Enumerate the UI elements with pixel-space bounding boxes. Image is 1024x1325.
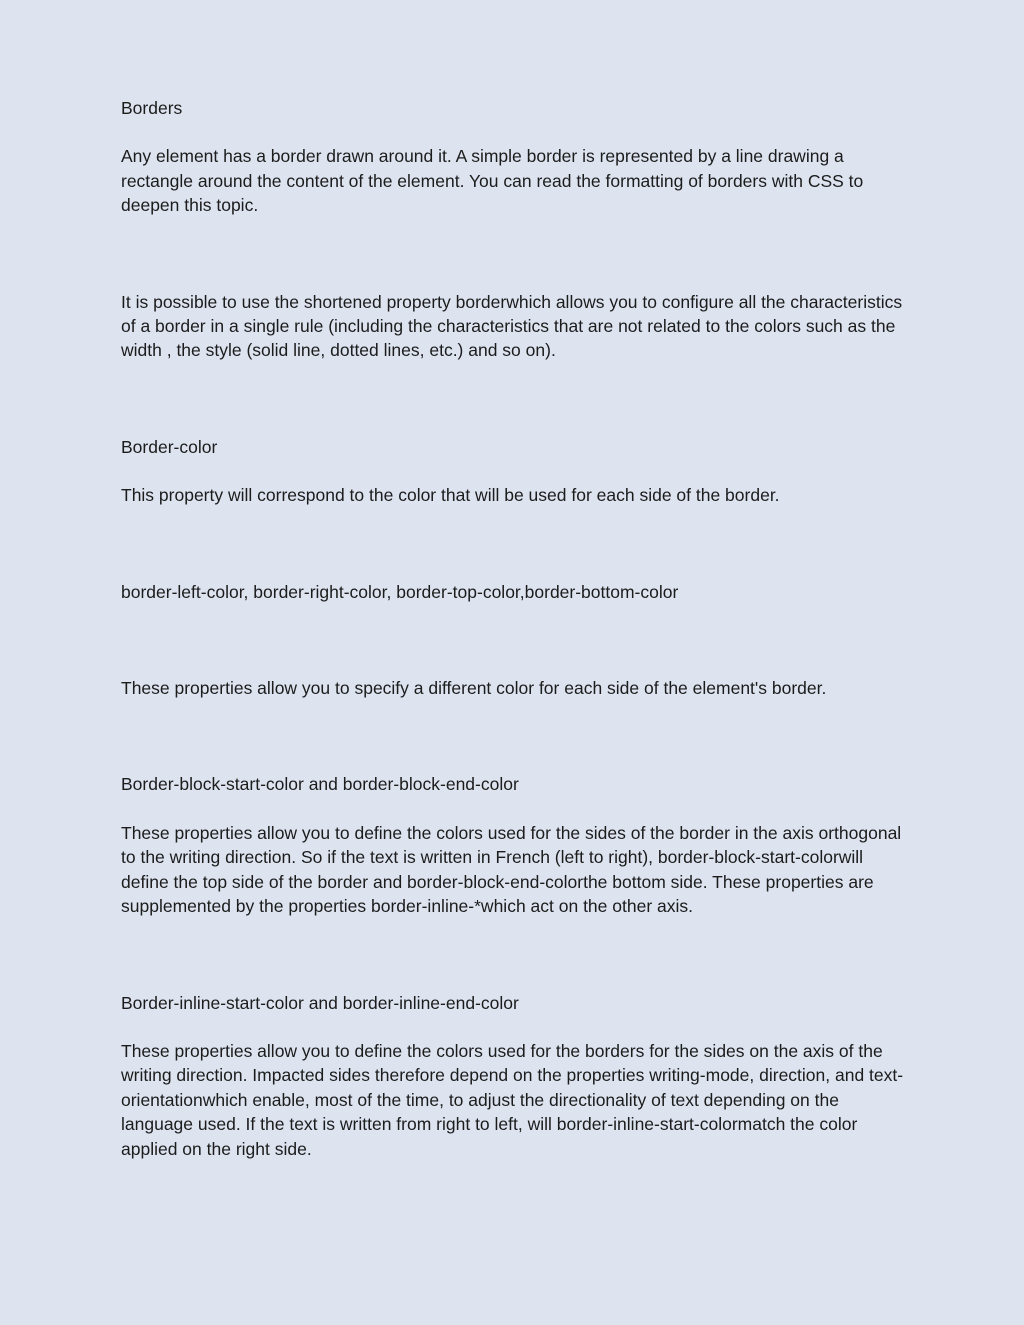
paragraph-borders-intro: Any element has a border drawn around it. A simple border is represented by a line drawing a rectangle around the content of the element. You can read the formatting of borders with CSS to deepen this topic. bbox=[121, 146, 864, 216]
paragraph-border-side-properties: border-left-color, border-right-color, border-top-color,border-bottom-color bbox=[121, 581, 679, 602]
section-heading-border-block: Border-block-start-color and border-block-end-color bbox=[121, 774, 519, 795]
document-page bbox=[121, 96, 911, 1161]
paragraph-border-block-desc: These properties allow you to define the colors used for the sides of the border in the axis orthogonal to the writing direction. So if the text is written in French (left to right), border-block-start-colorwill define the top side of the border and border-block-end-colorthe bottom side. These properties are supplemented by the properties border-inline-*which act on the other axis. bbox=[121, 822, 902, 917]
paragraph-border-shorthand: It is possible to use the shortened property borderwhich allows you to configure all the characteristics of a border in a single rule (including the characteristics that are not related to the colors such as the width , the style (solid line, dotted lines, etc.) and so on). bbox=[121, 291, 903, 361]
paragraph-border-inline-desc: These properties allow you to define the colors used for the borders for the sides on the axis of the writing direction. Impacted sides therefore depend on the properties writing-mode, direction, and text-orientationwhich enable, most of the time, to adjust the directionality of text depending on the language used. If the text is written from right to left, will border-inline-start-colormatch the color applied on the right side. bbox=[121, 1040, 904, 1159]
section-heading-border-color: Border-color bbox=[121, 436, 218, 457]
paragraph-border-color-desc: This property will correspond to the color that will be used for each side of the border. bbox=[121, 485, 780, 506]
paragraph-border-side-desc: These properties allow you to specify a different color for each side of the element's border. bbox=[121, 678, 827, 699]
section-heading-borders: Borders bbox=[121, 98, 183, 118]
section-heading-border-inline: Border-inline-start-color and border-inline-end-color bbox=[121, 992, 519, 1013]
